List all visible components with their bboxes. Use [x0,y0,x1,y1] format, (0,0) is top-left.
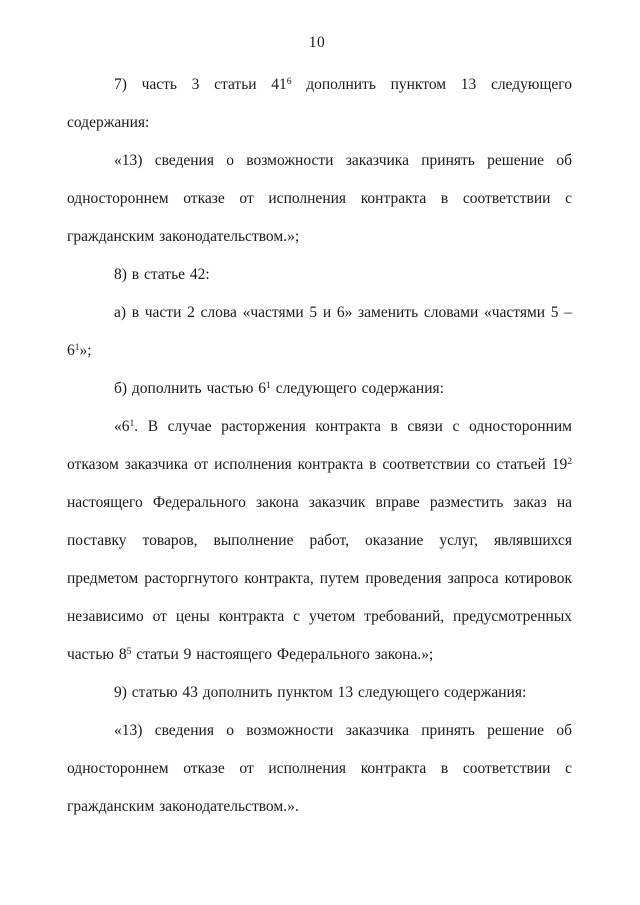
paragraph: а) в части 2 слова «частями 5 и 6» заменить словами «частями $5 - 6^1$»; [67,304,572,359]
superscript: 5 [126,645,132,657]
superscript: 2 [567,455,572,467]
superscript: 1 [266,379,271,391]
paragraph: 7) часть 3 статьи $41^6$ дополнить пунктом 13 следующего содержания: [67,75,572,131]
paragraph: б) дополнить частью $6^1$ следующего содержания: [114,379,444,397]
superscript: 6 [286,75,292,87]
paragraph: «13) сведения о возможности заказчика принять решение об одностороннем отказе от исполнения контракта в соответствии с гражданским законодательством.»; [67,152,572,245]
paragraph: «13) сведения о возможности заказчика принять решение об одностороннем отказе от исполнения контракта в соответствии с гражданским законодательством.». [67,722,572,815]
paragraph: 8) в статье 42: [114,266,210,283]
superscript: 1 [74,341,80,353]
paragraph: «$6^1$. В случае расторжения контракта в связи с односторонним отказом заказчика от исполнения контракта в соответствии со статьей $19^2$ настоящего Федерального закона заказчик вправе разместить заказ на поставку товаров, выполнение работ, оказание услуг, являвшихся предметом расторгнутого контракта, путем проведения запроса котировок независимо от цены контракта с учетом требований, предусмотренных частью $8^5$ статьи 9 настоящего Федерального закона.»; [67,417,572,663]
superscript: 1 [129,417,135,429]
paragraph: 9) статью 43 дополнить пунктом 13 следующего содержания: [114,684,527,701]
document-body [67,66,572,826]
page-number: 10 [308,34,326,51]
